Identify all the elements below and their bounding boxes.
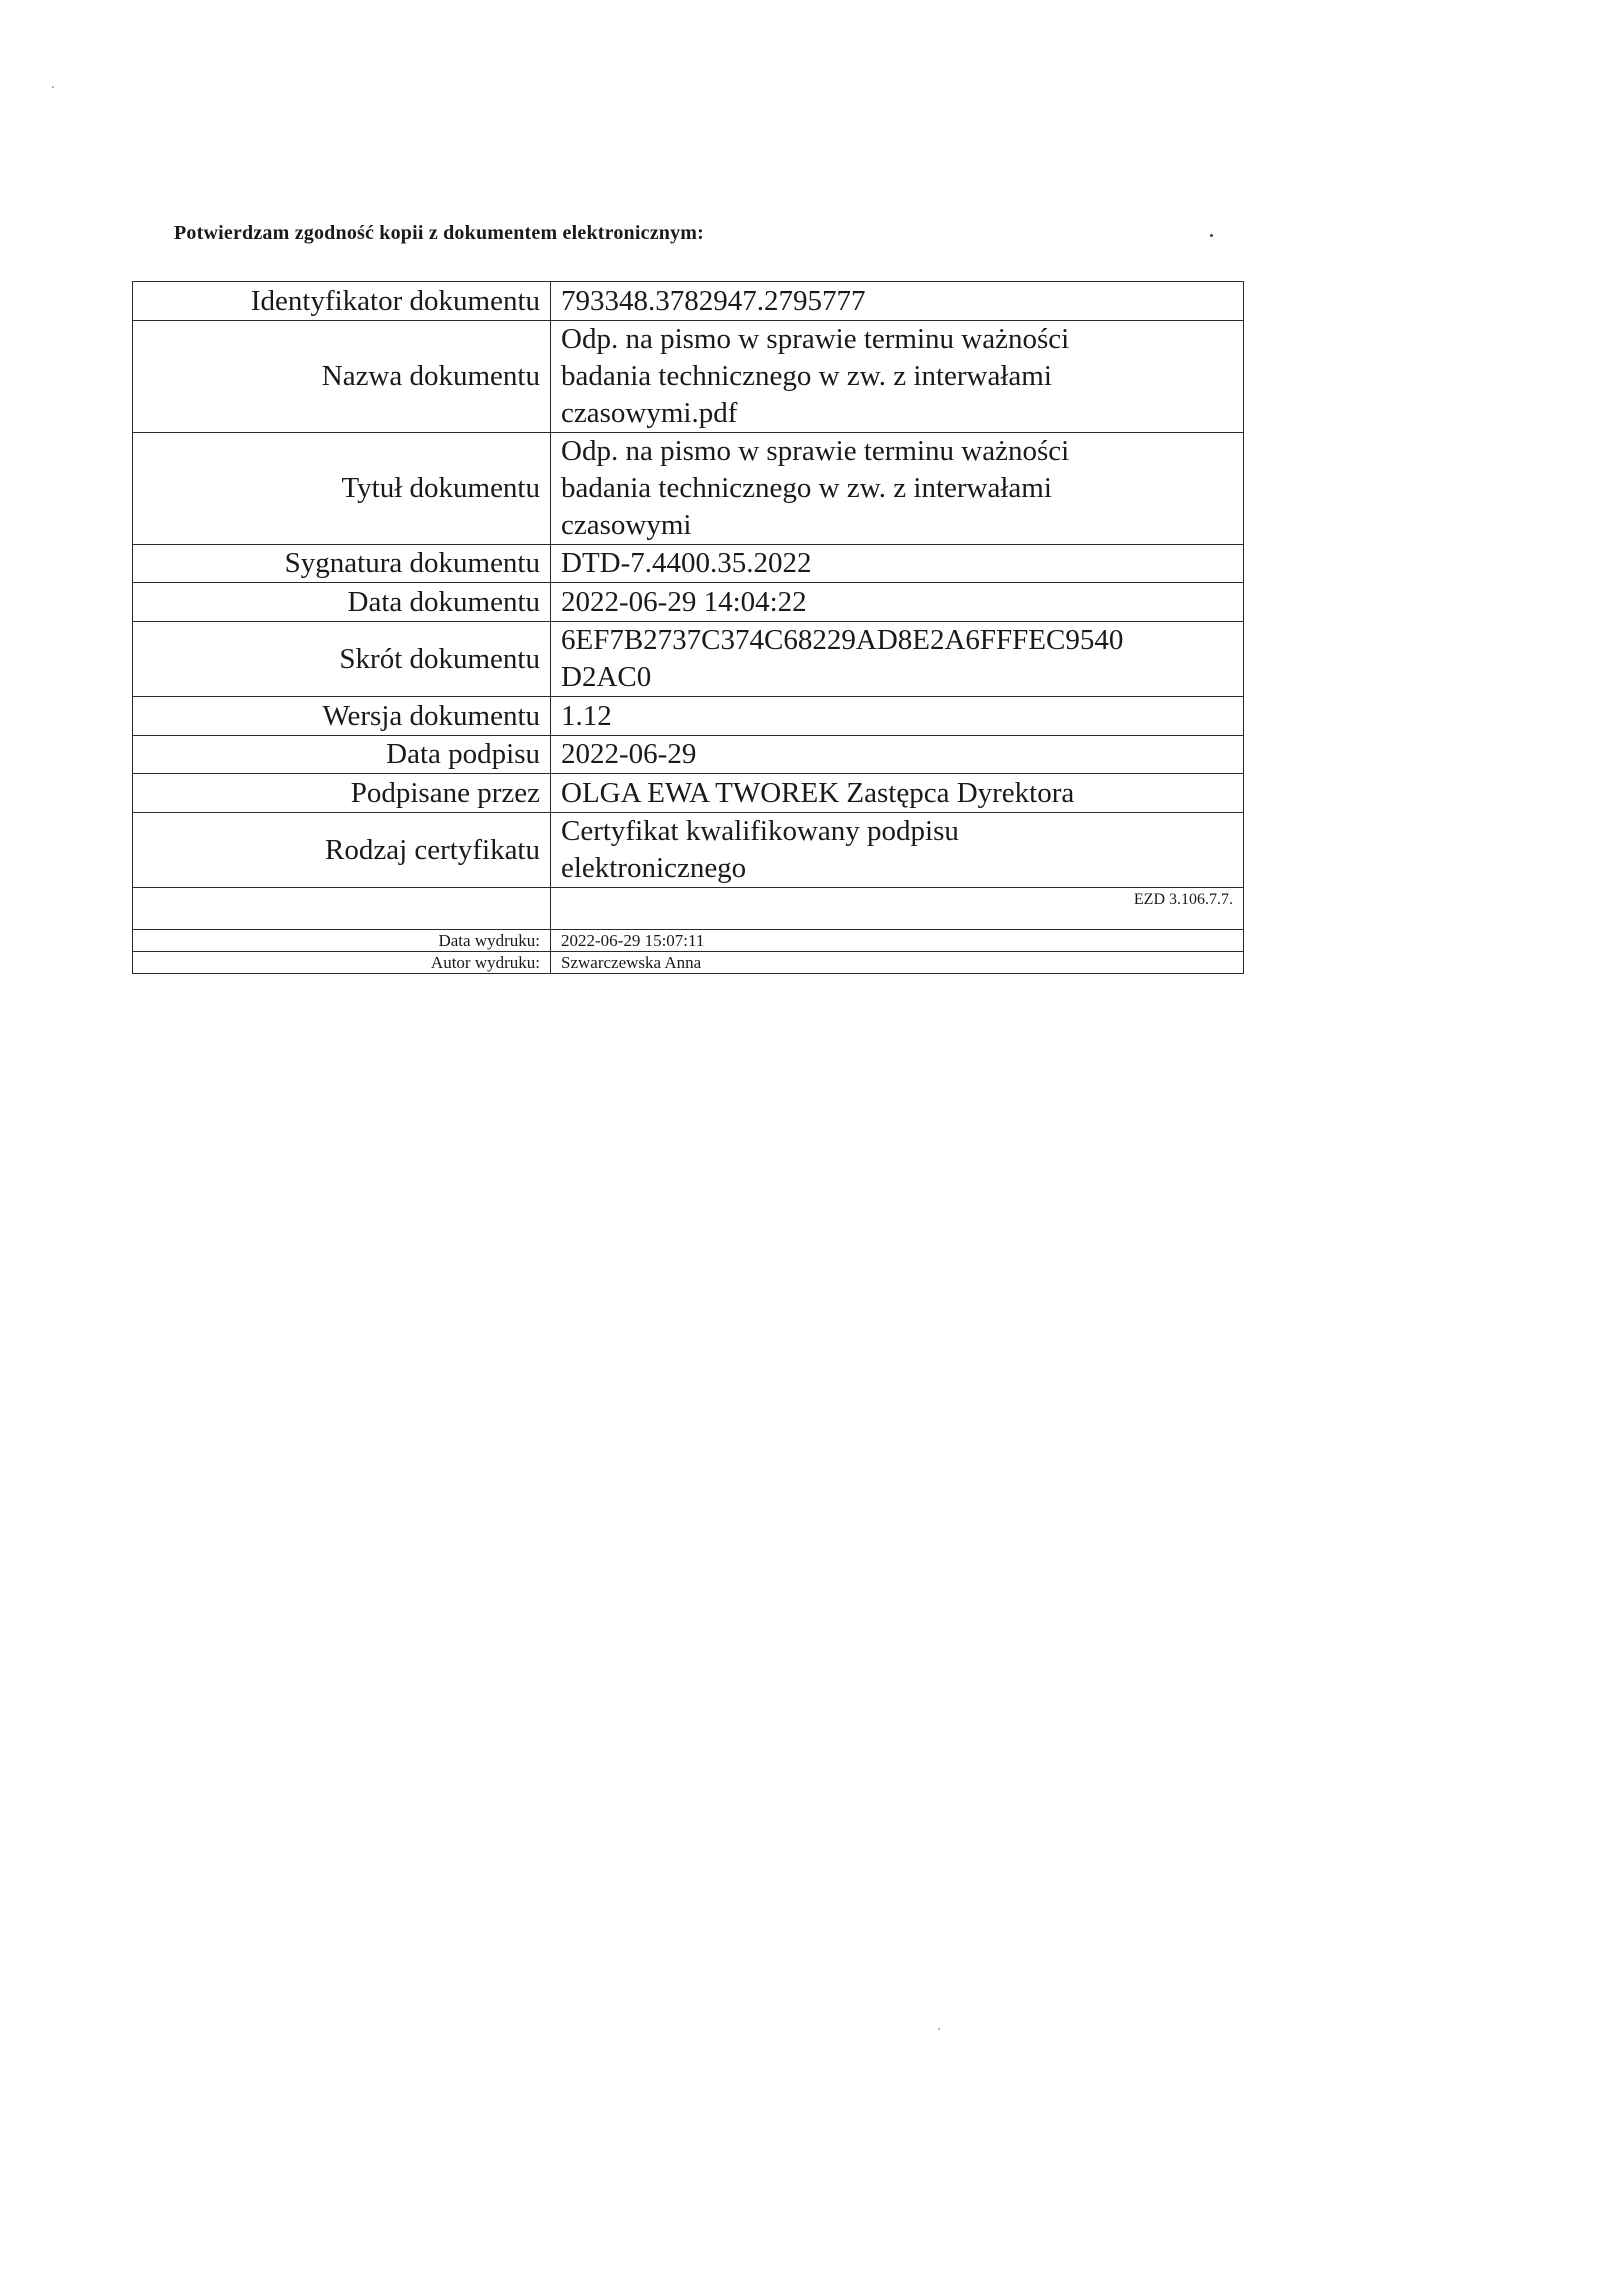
- document-title-value: [551, 433, 1244, 545]
- certificate-type-line: Certyfikat kwalifikowany podpisu: [561, 815, 959, 847]
- version-tag: EZD 3.106.7.7.: [551, 888, 1244, 930]
- document-name-line: Odp. na pismo w sprawie terminu ważności: [561, 323, 1070, 355]
- certificate-type-value: [551, 813, 1244, 888]
- document-name-line: czasowymi.pdf: [561, 397, 738, 429]
- table-row: [133, 622, 1244, 697]
- table-row: [133, 545, 1244, 583]
- document-hash-line: 6EF7B2737C374C68229AD8E2A6FFFEC9540: [561, 624, 1124, 656]
- signing-date-label: Data podpisu: [133, 736, 551, 774]
- document-signature-value: DTD-7.4400.35.2022: [551, 545, 1244, 583]
- table-row: [133, 813, 1244, 888]
- document-name-value: [551, 321, 1244, 433]
- document-hash-label: Skrót dokumentu: [133, 622, 551, 697]
- signed-by-value: OLGA EWA TWOREK Zastępca Dyrektora: [551, 774, 1244, 813]
- table-row: [133, 433, 1244, 545]
- document-info-table: [132, 281, 1244, 974]
- document-title-line: czasowymi: [561, 509, 692, 541]
- document-hash-line: D2AC0: [561, 661, 652, 693]
- document-name-label: Nazwa dokumentu: [133, 321, 551, 433]
- table-row: [133, 888, 1244, 930]
- table-row: [133, 282, 1244, 321]
- document-id-value: 793348.3782947.2795777: [551, 282, 1244, 321]
- print-author-label: Autor wydruku:: [133, 952, 551, 974]
- document-id-label: Identyfikator dokumentu: [133, 282, 551, 321]
- signing-date-value: 2022-06-29: [551, 736, 1244, 774]
- confirmation-heading: Potwierdzam zgodność kopii z dokumentem elektronicznym:: [174, 222, 705, 244]
- table-row: [133, 321, 1244, 433]
- document-title-line: badania technicznego w zw. z interwałami: [561, 472, 1052, 504]
- table-row: [133, 736, 1244, 774]
- certificate-type-line: elektronicznego: [561, 852, 747, 884]
- document-version-value: 1.12: [551, 697, 1244, 736]
- certificate-type-label: Rodzaj certyfikatu: [133, 813, 551, 888]
- document-title-line: Odp. na pismo w sprawie terminu ważności: [561, 435, 1070, 467]
- print-author-value: Szwarczewska Anna: [551, 952, 1244, 974]
- document-date-label: Data dokumentu: [133, 583, 551, 622]
- document-name-line: badania technicznego w zw. z interwałami: [561, 360, 1052, 392]
- table-row: [133, 774, 1244, 813]
- table-row: [133, 697, 1244, 736]
- table-row: [133, 583, 1244, 622]
- document-date-value: 2022-06-29 14:04:22: [551, 583, 1244, 622]
- signed-by-label: Podpisane przez: [133, 774, 551, 813]
- print-date-value: 2022-06-29 15:07:11: [551, 930, 1244, 952]
- document-hash-value: [551, 622, 1244, 697]
- document-signature-label: Sygnatura dokumentu: [133, 545, 551, 583]
- scan-speck: [1210, 234, 1213, 237]
- table-row: [133, 930, 1244, 952]
- document-title-label: Tytuł dokumentu: [133, 433, 551, 545]
- document-version-label: Wersja dokumentu: [133, 697, 551, 736]
- empty-cell: [133, 888, 551, 930]
- scan-speck: [938, 2028, 940, 2030]
- print-date-label: Data wydruku:: [133, 930, 551, 952]
- scan-speck: [52, 86, 54, 88]
- table-row: [133, 952, 1244, 974]
